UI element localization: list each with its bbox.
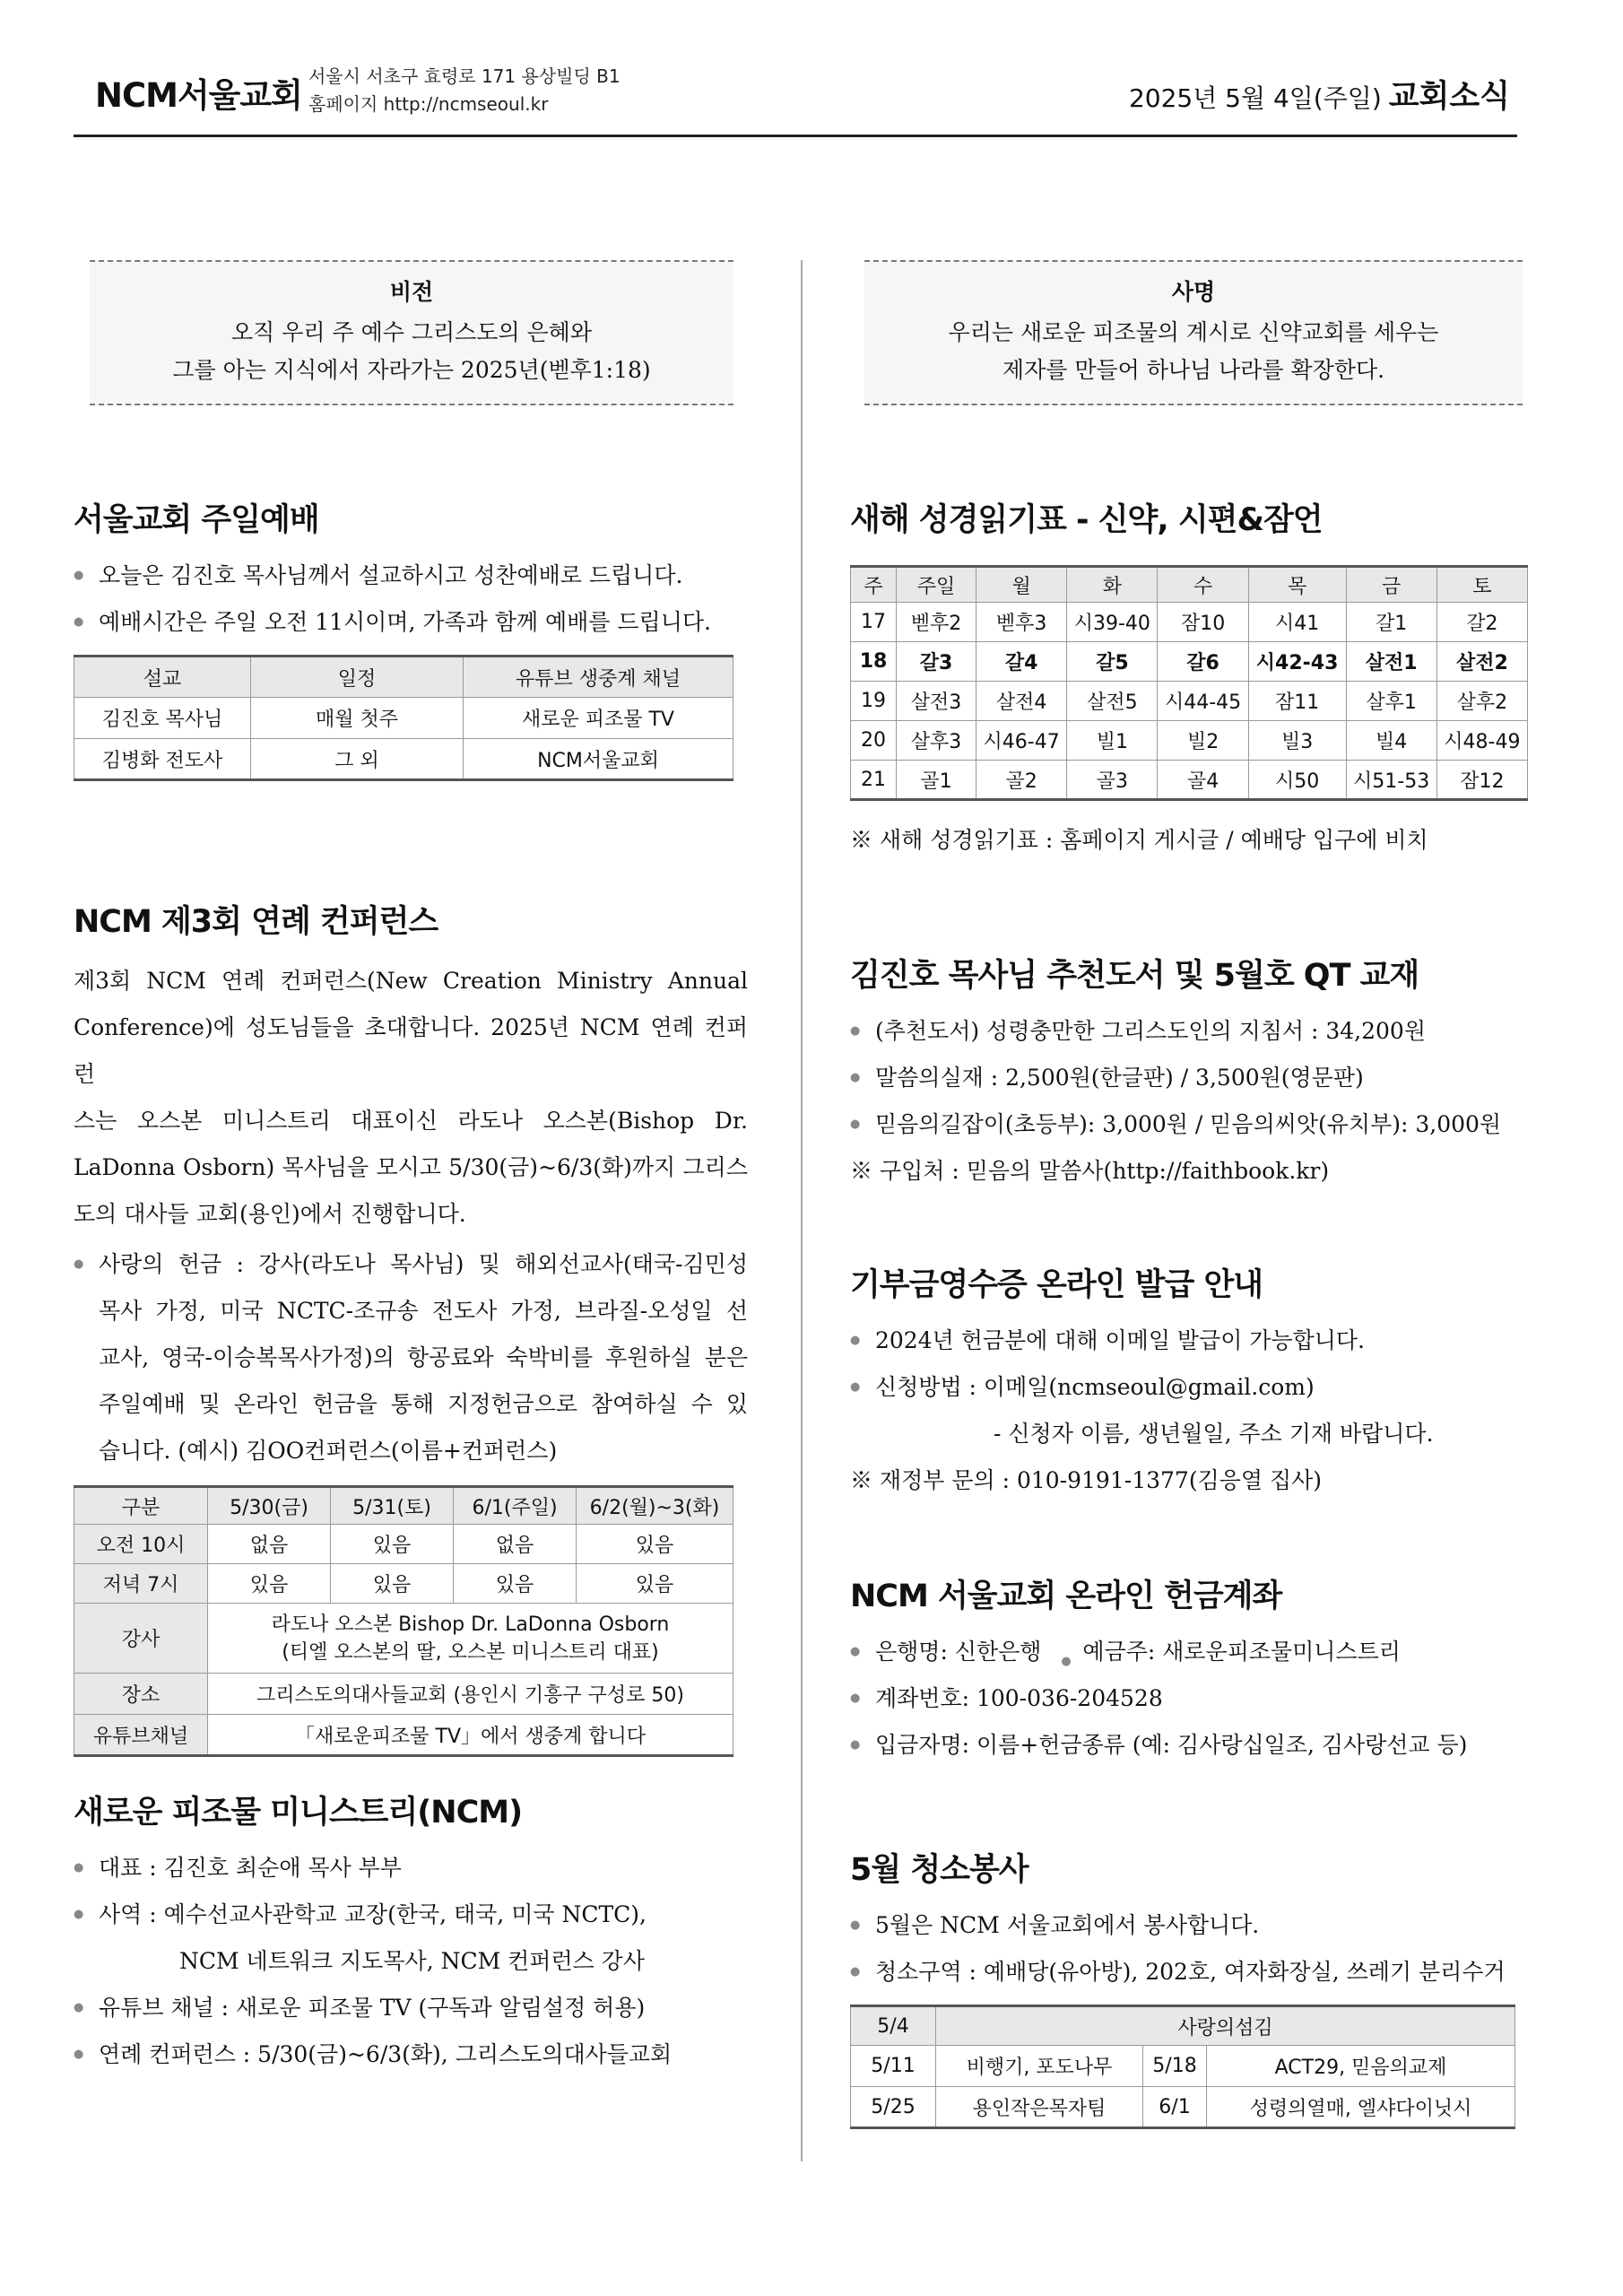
bullet-item: ● 말씀의실재 : 2,500원(한글판) / 3,500원(영문판) <box>850 1055 1532 1101</box>
section-title: 김진호 목사님 추천도서 및 5월호 QT 교재 <box>850 958 1419 994</box>
table-row <box>851 761 1528 800</box>
table-cell: 벧후2 <box>897 603 976 642</box>
table-cell: 골2 <box>976 761 1067 800</box>
bullet-item <box>850 1629 1532 1675</box>
paragraph-line: 도의 대사들 교회(용인)에서 진행합니다. <box>74 1201 466 1227</box>
bullet-item: ● 사랑의 헌금 : 강사(라도나 목사님) 및 해외선교사(태국-김민성 <box>74 1241 748 1288</box>
conference-table <box>74 1485 733 1757</box>
table-cell: 용인작은목자팀 <box>936 2087 1143 2128</box>
table-cell: 성령의열매, 엘샤다이닛시 <box>1207 2087 1515 2128</box>
table-cell: 있음 <box>454 1564 577 1604</box>
table-row <box>74 1564 733 1604</box>
table-header: 수 <box>1158 567 1248 603</box>
table-cell: 새로운 피조물 TV <box>464 698 733 739</box>
bible-reading-table <box>850 565 1528 801</box>
bullet-icon: ● <box>1061 1655 1072 1668</box>
table-cell: 살후3 <box>897 721 976 761</box>
table-row <box>74 739 733 780</box>
section-title: 서울교회 주일예배 <box>74 502 319 538</box>
table-cell: 시48-49 <box>1436 721 1527 761</box>
bullet-continuation: 주일예배 및 온라인 헌금을 통해 지정헌금으로 참여하실 수 있 <box>99 1391 748 1417</box>
table-header: 6/1(주일) <box>454 1487 577 1525</box>
table-row <box>851 721 1528 761</box>
table-header: 유튜브 생중계 채널 <box>464 657 733 698</box>
table-cell: 시46-47 <box>976 721 1067 761</box>
speaker-cell <box>208 1604 733 1674</box>
table-cell: 김진호 목사님 <box>74 698 251 739</box>
table-cell: 갈2 <box>1436 603 1527 642</box>
table-row <box>851 603 1528 642</box>
account-number[interactable]: ● 계좌번호: 100-036-204528 <box>850 1675 1532 1722</box>
table-row-current-week <box>851 642 1528 682</box>
receipt-section <box>850 1260 1532 1504</box>
bullet-continuation: 습니다. (예시) 김OO컨퍼런스(이름+컨퍼런스) <box>99 1438 558 1464</box>
table-cell: 비행기, 포도나무 <box>936 2046 1143 2087</box>
table-cell: 잠10 <box>1158 603 1248 642</box>
account-holder-text: 예금주: 새로운피조물미니스트리 <box>1082 1639 1401 1665</box>
table-cell: 골3 <box>1067 761 1158 800</box>
mission-title: 사명 <box>1171 279 1216 305</box>
bullet-continuation: 목사 가정, 미국 NCTC-조규송 전도사 가정, 브라질-오성일 선 <box>99 1298 748 1324</box>
table-header: 토 <box>1436 567 1527 603</box>
cleaning-table <box>850 2005 1515 2129</box>
table-cell: 벧후3 <box>976 603 1067 642</box>
bullet-item: ● 연례 컨퍼런스 : 5/30(금)~6/3(화), 그리스도의대사들교회 <box>74 2031 748 2078</box>
paragraph-line: 스는 오스본 미니스트리 대표이신 라도나 오스본(Bishop Dr. <box>74 1108 748 1134</box>
table-header: 6/2(월)~3(화) <box>577 1487 733 1525</box>
church-name: NCM서울교회 <box>95 76 302 115</box>
table-row <box>74 698 733 739</box>
ncm-section <box>74 1787 748 2078</box>
table-cell: 살전1 <box>1346 642 1436 682</box>
vision-title: 비전 <box>389 279 434 305</box>
table-cell: 빌3 <box>1248 721 1346 761</box>
bullet-item: ● 대표 : 김진호 최순애 목사 부부 <box>74 1845 748 1892</box>
table-cell: 갈4 <box>976 642 1067 682</box>
table-header: 주일 <box>897 567 976 603</box>
date-text: 2025년 5월 4일(주일) <box>1128 83 1382 113</box>
table-cell: 골4 <box>1158 761 1248 800</box>
table-row <box>851 2087 1515 2128</box>
table-cell: 골1 <box>897 761 976 800</box>
vision-line: 그를 아는 지식에서 자라가는 2025년(벧후1:18) <box>172 357 651 383</box>
bullet-continuation: - 신청자 이름, 생년월일, 주소 기재 바랍니다. <box>994 1421 1434 1447</box>
speaker-name: 라도나 오스본 Bishop Dr. LaDonna Osborn <box>271 1613 670 1636</box>
table-cell: 그 외 <box>251 739 464 780</box>
bullet-item: ● 5월은 NCM 서울교회에서 봉사합니다. <box>850 1902 1532 1949</box>
bullet-item: ● (추천도서) 성령충만한 그리스도인의 지침서 : 34,200원 <box>850 1008 1532 1055</box>
table-cell: 살후2 <box>1436 682 1527 721</box>
table-header: 5/31(토) <box>331 1487 454 1525</box>
bank-name: 은행명: 신한은행 <box>875 1639 1042 1665</box>
table-cell: 21 <box>851 761 897 800</box>
mission-text <box>864 314 1523 389</box>
books-section <box>850 951 1532 1195</box>
table-cell: 있음 <box>208 1564 331 1604</box>
table-cell: 오전 10시 <box>74 1525 208 1564</box>
section-title: NCM 제3회 연례 컨퍼런스 <box>74 904 438 940</box>
table-cell: 빌4 <box>1346 721 1436 761</box>
table-row <box>74 1674 733 1715</box>
table-cell: 살후1 <box>1346 682 1436 721</box>
table-cell: 5/4 <box>851 2006 936 2046</box>
table-header: 설교 <box>74 657 251 698</box>
bulletin-date <box>1129 72 1510 117</box>
section-title: 새해 성경읽기표 - 신약, 시편&잠언 <box>850 502 1323 538</box>
table-cell: 시50 <box>1248 761 1346 800</box>
church-address: 서울시 서초구 효령로 171 용상빌딩 B1 <box>308 65 621 87</box>
table-cell: 5/18 <box>1143 2046 1207 2087</box>
column-divider <box>801 260 803 2161</box>
table-cell: 김병화 전도사 <box>74 739 251 780</box>
table-cell: 유튜브채널 <box>74 1715 208 1756</box>
bullet-continuation: 교사, 영국-이승복목사가정)의 항공료와 숙박비를 후원하실 분은 <box>99 1344 748 1370</box>
worship-table <box>74 655 733 781</box>
section-title: 5월 청소봉사 <box>850 1852 1028 1888</box>
account-holder <box>1061 1639 1401 1668</box>
table-cell: 있음 <box>331 1564 454 1604</box>
bullet-item: ● 2024년 헌금분에 대해 이메일 발급이 가능합니다. <box>850 1318 1532 1364</box>
bullet-item: ● 유튜브 채널 : 새로운 피조물 TV (구독과 알림설정 허용) <box>74 1985 748 2031</box>
table-cell: 살전2 <box>1436 642 1527 682</box>
church-contact <box>308 63 621 118</box>
table-cell: 6/1 <box>1143 2087 1207 2128</box>
table-cell: 그리스도의대사들교회 (용인시 기흥구 구성로 50) <box>208 1674 733 1715</box>
conference-section <box>74 897 748 1757</box>
speaker-desc: (티엘 오스본의 딸, 오스본 미니스트리 대표) <box>282 1640 659 1664</box>
table-cell: 있음 <box>331 1525 454 1564</box>
table-cell: 시39-40 <box>1067 603 1158 642</box>
table-cell: 시41 <box>1248 603 1346 642</box>
table-cell: 5/11 <box>851 2046 936 2087</box>
table-cell: 살전4 <box>976 682 1067 721</box>
table-cell: 시51-53 <box>1346 761 1436 800</box>
table-cell: 잠11 <box>1248 682 1346 721</box>
bullet-item: ● 사역 : 예수선교사관학교 교장(한국, 태국, 미국 NCTC), <box>74 1892 748 1938</box>
table-cell: 빌1 <box>1067 721 1158 761</box>
section-title: 새로운 피조물 미니스트리(NCM) <box>74 1795 523 1831</box>
table-cell: NCM서울교회 <box>464 739 733 780</box>
mission-box <box>864 260 1523 405</box>
bullet-continuation: NCM 네트워크 지도목사, NCM 컨퍼런스 강사 <box>179 1948 645 1974</box>
table-cell: 있음 <box>577 1564 733 1604</box>
table-cell: 장소 <box>74 1674 208 1715</box>
table-header: 화 <box>1067 567 1158 603</box>
vision-line: 오직 우리 주 예수 그리스도의 은혜와 <box>231 319 592 345</box>
table-cell: 시44-45 <box>1158 682 1248 721</box>
table-header: 월 <box>976 567 1067 603</box>
bullet-item: ● 입금자명: 이름+헌금종류 (예: 김사랑십일조, 김사랑선교 등) <box>850 1722 1532 1769</box>
paragraph-line: Conference)에 성도님들을 초대합니다. 2025년 NCM 연례 컨퍼런 <box>74 1014 748 1087</box>
table-cell: 시42-43 <box>1248 642 1346 682</box>
note-text: ※ 구입처 : 믿음의 말씀사(http://faithbook.kr) <box>850 1158 1330 1184</box>
table-header: 주 <box>851 567 897 603</box>
table-cell: 매월 첫주 <box>251 698 464 739</box>
table-header: 5/30(금) <box>208 1487 331 1525</box>
table-cell: 갈1 <box>1346 603 1436 642</box>
table-cell: 17 <box>851 603 897 642</box>
note-text: ※ 새해 성경읽기표 : 홈페이지 게시글 / 예배당 입구에 비치 <box>850 827 1428 853</box>
table-row <box>851 682 1528 721</box>
table-cell: 갈5 <box>1067 642 1158 682</box>
bullet-item: ● 청소구역 : 예배당(유아방), 202호, 여자화장실, 쓰레기 분리수거 <box>850 1949 1532 1996</box>
table-header: 금 <box>1346 567 1436 603</box>
table-cell: 5/25 <box>851 2087 936 2128</box>
table-cell: 없음 <box>454 1525 577 1564</box>
table-row <box>74 1604 733 1674</box>
table-row <box>851 2046 1515 2087</box>
table-cell: 살전5 <box>1067 682 1158 721</box>
table-row <box>74 1715 733 1756</box>
bullet-item: ● 믿음의길잡이(초등부): 3,000원 / 믿음의씨앗(유치부): 3,000원 <box>850 1101 1532 1148</box>
table-cell: 없음 <box>208 1525 331 1564</box>
table-header: 목 <box>1248 567 1346 603</box>
table-cell: 빌2 <box>1158 721 1248 761</box>
mission-line: 제자를 만들어 하나님 나라를 확장한다. <box>1002 357 1385 383</box>
vision-text <box>90 314 733 389</box>
table-cell: 갈6 <box>1158 642 1248 682</box>
table-header: 구분 <box>74 1487 208 1525</box>
bullet-item: ● 신청방법 : 이메일(ncmseoul@gmail.com) <box>850 1364 1532 1411</box>
vision-box <box>90 260 733 405</box>
section-title: 기부금영수증 온라인 발급 안내 <box>850 1267 1263 1303</box>
bullet-item: ● 오늘은 김진호 목사님께서 설교하시고 성찬예배로 드립니다. <box>74 552 748 599</box>
table-cell: 사랑의섬김 <box>936 2006 1515 2046</box>
table-row <box>74 1525 733 1564</box>
table-cell: 잠12 <box>1436 761 1527 800</box>
conference-paragraph <box>74 958 748 1238</box>
paragraph-line: 제3회 NCM 연례 컨퍼런스(New Creation Ministry Annual <box>74 968 748 994</box>
page-header <box>74 56 1517 137</box>
bulletin-title: 교회소식 <box>1388 79 1510 115</box>
table-cell: 있음 <box>577 1525 733 1564</box>
account-section <box>850 1571 1532 1769</box>
mission-line: 우리는 새로운 피조물의 계시로 신약교회를 세우는 <box>948 319 1439 345</box>
table-header: 일정 <box>251 657 464 698</box>
paragraph-line: LaDonna Osborn) 목사님을 모시고 5/30(금)~6/3(화)까지 그리스 <box>74 1154 748 1180</box>
offering-note <box>74 1241 748 1474</box>
table-cell: 18 <box>851 642 897 682</box>
worship-section <box>74 495 748 781</box>
table-cell: 저녁 7시 <box>74 1564 208 1604</box>
church-homepage[interactable]: 홈페이지 http://ncmseoul.kr <box>308 93 549 115</box>
table-cell: 「새로운피조물 TV」에서 생중계 합니다 <box>208 1715 733 1756</box>
table-cell: 19 <box>851 682 897 721</box>
note-text: ※ 재정부 문의 : 010-9191-1377(김응열 집사) <box>850 1467 1323 1493</box>
table-cell: 강사 <box>74 1604 208 1674</box>
table-cell: ACT29, 믿음의교제 <box>1207 2046 1515 2087</box>
table-cell: 살전3 <box>897 682 976 721</box>
bullet-item: ● 예배시간은 주일 오전 11시이며, 가족과 함께 예배를 드립니다. <box>74 599 748 646</box>
cleaning-section <box>850 1845 1532 2129</box>
section-title: NCM 서울교회 온라인 헌금계좌 <box>850 1578 1282 1614</box>
table-cell: 갈3 <box>897 642 976 682</box>
bible-section <box>850 495 1532 864</box>
table-cell: 20 <box>851 721 897 761</box>
